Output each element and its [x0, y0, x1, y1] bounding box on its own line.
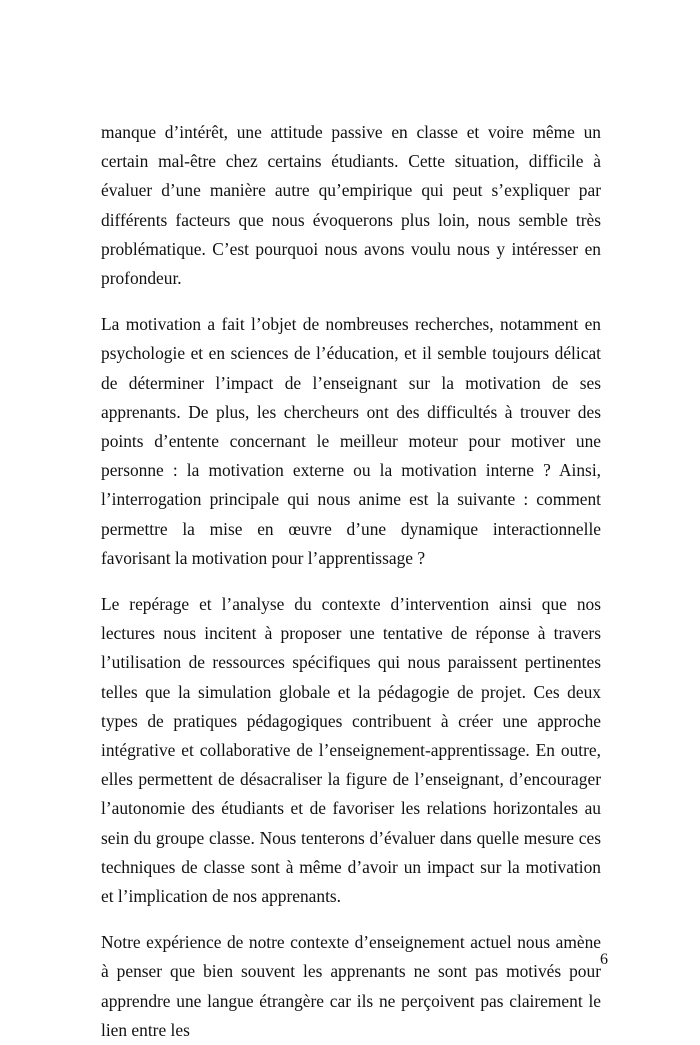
- paragraph-1: manque d’intérêt, une attitude passive en classe et voire même un certain mal-être chez certains étudiants. Cette situation, difficile à évaluer d’une manière autre qu’empirique qui peut s’expliquer par différents facteurs que nous évoquerons plus loin, nous semble très problématique. C’est pourquoi nous avons voulu nous y intéresser en profondeur.: [101, 122, 601, 289]
- paragraph-4: Notre expérience de notre contexte d’enseignement actuel nous amène à penser que bien souvent les apprenants ne sont pas motivés pour apprendre une langue étrangère car ils ne perçoivent pas clairement le lien entre les: [101, 932, 601, 1040]
- body-text: [101, 118, 601, 1045]
- paragraph-2: La motivation a fait l’objet de nombreuses recherches, notamment en psychologie et en sciences de l’éducation, et il semble toujours délicat de déterminer l’impact de l’enseignant sur la motivation de ses apprenants. De plus, les chercheurs ont des difficultés à trouver des points d’entente concernant le meilleur moteur pour motiver une personne : la motivation externe ou la motivation interne ? Ainsi, l’interrogation principale qui nous anime est la suivante : comment permettre la mise en œuvre d’une dynamique interactionnelle favorisant la motivation pour l’apprentissage ?: [101, 314, 601, 568]
- paragraph-3: Le repérage et l’analyse du contexte d’intervention ainsi que nos lectures nous incitent à proposer une tentative de réponse à travers l’utilisation de ressources spécifiques qui nous paraissent pertinentes telles que la simulation globale et la pédagogie de projet. Ces deux types de pratiques pédagogiques contribuent à créer une approche intégrative et collaborative de l’enseignement-apprentissage. En outre, elles permettent de désacraliser la figure de l’enseignant, d’encourager l’autonomie des étudiants et de favoriser les relations horizontales au sein du groupe classe. Nous tenterons d’évaluer dans quelle mesure ces techniques de classe sont à même d’avoir un impact sur la motivation et l’implication de nos apprenants.: [101, 594, 601, 907]
- page-number: 6: [600, 951, 608, 968]
